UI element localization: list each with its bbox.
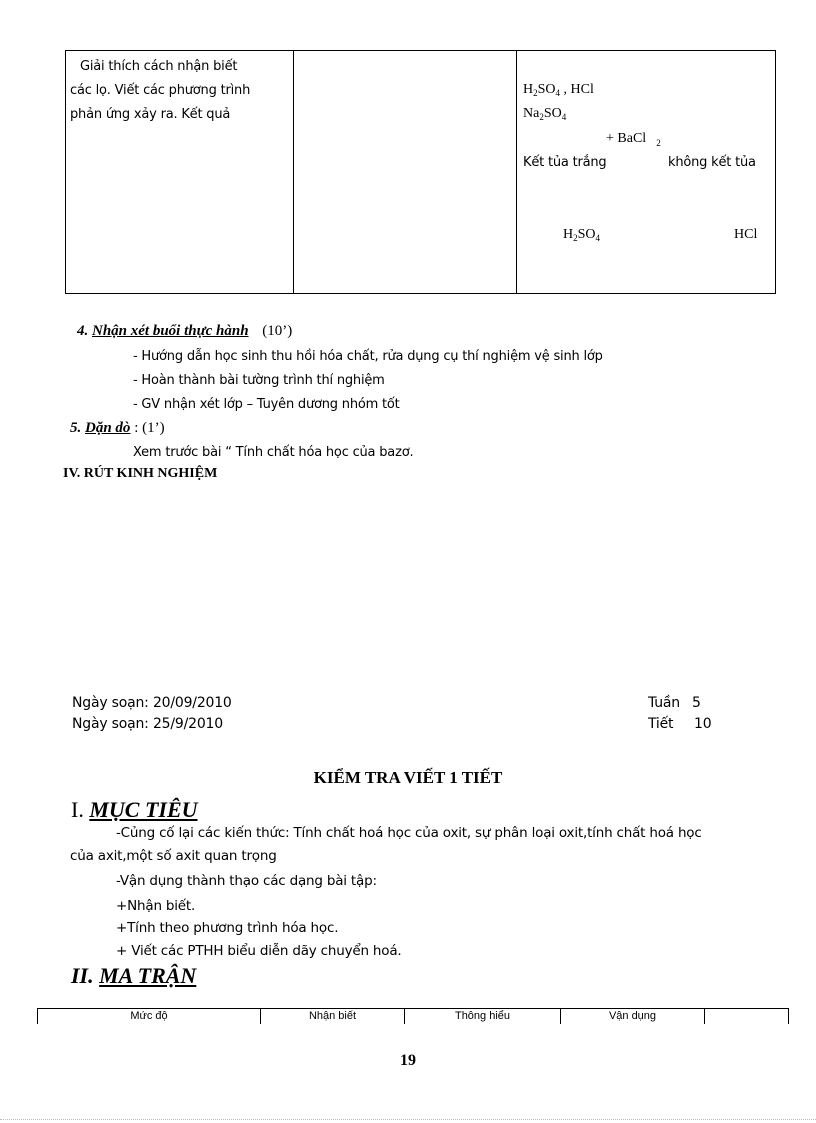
page-number: 19 xyxy=(400,1052,416,1069)
matrix-header-muc-do: Mức độ xyxy=(130,1010,168,1022)
section-i-line2: của axit,một số axit quan trọng xyxy=(70,848,277,864)
table-col1-line3: phản ứng xảy ra. Kết quả xyxy=(70,107,231,122)
matrix-header-van-dung: Vận dụng xyxy=(608,1010,657,1022)
section-i-line6: + Viết các PTHH biểu diễn dãy chuyển hoá. xyxy=(116,943,402,959)
section4-heading: 4. Nhận xét buổi thực hành (10’) xyxy=(77,323,293,339)
week-label: Tuần xyxy=(648,695,680,711)
rut-kinh-nghiem: IV. RÚT KINH NGHIỆM xyxy=(63,466,218,481)
final-h2so4: $H_2SO_4$ xyxy=(563,227,601,243)
period-label: Tiết xyxy=(648,716,674,732)
section4-item-1: - Hướng dẫn học sinh thu hồi hóa chất, rửa dụng cụ thí nghiệm vệ sinh lớp xyxy=(133,349,603,364)
final-hcl: HCl xyxy=(734,227,758,242)
table-divider-1 xyxy=(293,50,294,294)
period-value: 10 xyxy=(694,716,712,732)
date-line-2: Ngày soạn: 25/9/2010 xyxy=(72,716,223,732)
section-i-line3: -Vận dụng thành thạo các dạng bài tập: xyxy=(116,873,377,889)
table-divider-2 xyxy=(516,50,517,294)
formula-salt: $Na_2SO_4$ xyxy=(523,106,567,122)
section5-heading: 5. Dặn dò : (1’) xyxy=(70,420,165,436)
section5-text: Xem trước bài “ Tính chất hóa học của bazơ. xyxy=(133,445,414,460)
result-no-precipitate: không kết tủa xyxy=(668,155,756,170)
formula-acids: $H_2SO_4$ , HCl xyxy=(523,82,594,98)
section-i-line5: +Tính theo phương trình hóa học. xyxy=(116,920,339,936)
section-i-heading: I. MỤC TIÊU xyxy=(71,797,198,822)
matrix-header-nhan-biet: Nhận biết xyxy=(308,1010,357,1022)
section4-item-3: - GV nhận xét lớp – Tuyên dương nhóm tốt xyxy=(133,397,400,412)
reagent-bacl2: + BaCl $_2$ xyxy=(606,131,661,148)
matrix-divider-4 xyxy=(704,1008,705,1024)
table-col1-line1: Giải thích cách nhận biết xyxy=(80,59,238,74)
week-value: 5 xyxy=(692,695,701,711)
page-bottom-border xyxy=(0,1119,816,1120)
section4-item-2: - Hoàn thành bài tường trình thí nghiệm xyxy=(133,373,385,388)
result-white-precipitate: Kết tủa trắng xyxy=(523,155,607,170)
exam-title: KIỂM TRA VIẾT 1 TIẾT xyxy=(313,768,503,787)
section-i-line1: -Củng cố lại các kiến thức: Tính chất hoá học của oxit, sự phân loại oxit,tính chất hoá học xyxy=(116,825,702,841)
matrix-header-thong-hieu: Thông hiểu xyxy=(454,1010,511,1022)
date-line-1: Ngày soạn: 20/09/2010 xyxy=(72,695,232,711)
table-col1-line2: các lọ. Viết các phương trình xyxy=(70,83,251,98)
section-ii-heading: II. MA TRẬN xyxy=(71,963,197,988)
section-i-line4: +Nhận biết. xyxy=(116,898,196,914)
